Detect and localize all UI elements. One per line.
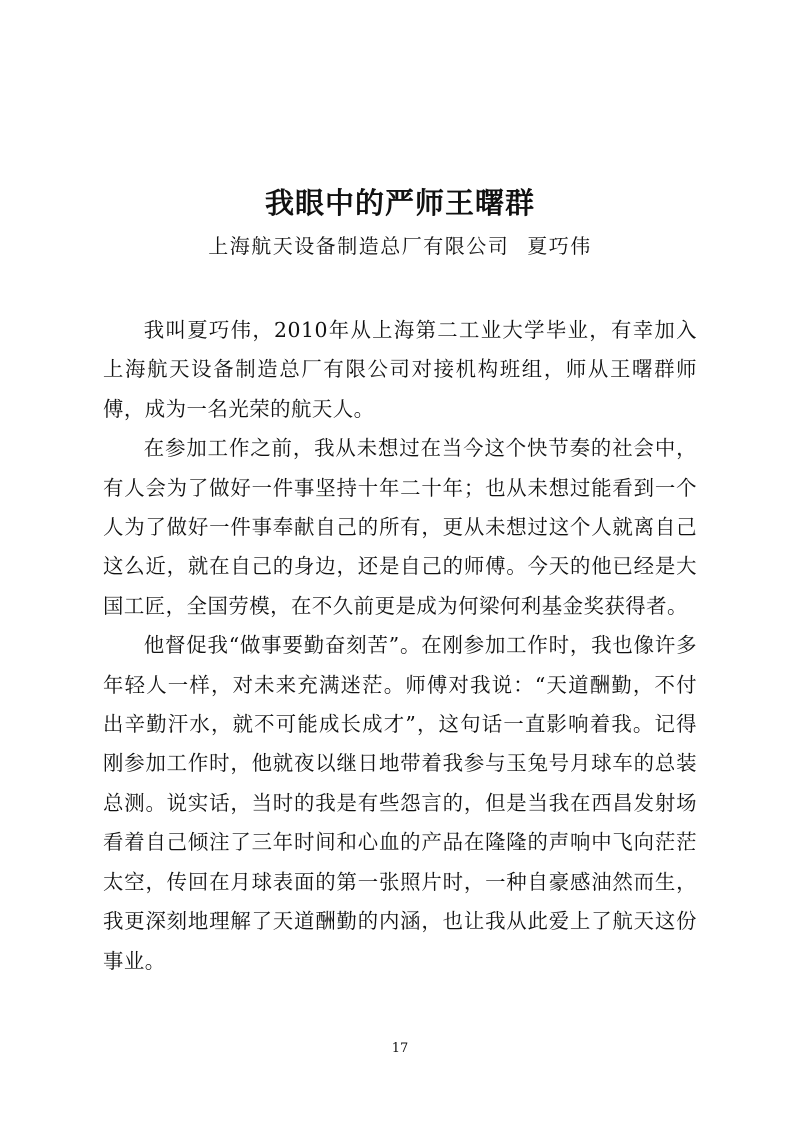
paragraph-diligence: 他督促我“做事要勤奋刻苦”。在刚参加工作时，我也像许多年轻人一样，对未来充满迷茫。师傅对我说：“天道酬勤，不付出辛勤汗水，就不可能成长成才”，这句话一直影响着我。记得刚参加工作时，他就夜以继日地带着我参与玉兔号月球车的总装总测。说实话，当时的我是有些怨言的，但是当我在西昌发射场看着自己倾注了三年时间和心血的产品在隆隆的声响中飞向茫茫太空，传回在月球表面的第一张照片时，一种自豪感油然而生，我更深刻地理解了天道酬勤的内涵，也让我从此爱上了航天这份事业。 [103,633,697,973]
author-organization: 上海航天设备制造总厂有限公司 [208,234,510,258]
page-number: 17 [391,1041,409,1056]
paragraph-intro: 我叫夏巧伟，2010年从上海第二工业大学毕业，有幸加入上海航天设备制造总厂有限公司对接机构班组，师从王曙群师傅，成为一名光荣的航天人。 [103,318,697,421]
byline [0,231,800,261]
paragraph-before-work: 在参加工作之前，我从未想过在当今这个快节奏的社会中，有人会为了做好一件事坚持十年二十年；也从未想过能看到一个人为了做好一件事奉献自己的所有，更从未想过这个人就离自己这么近，就在自己的身边，还是自己的师傅。今天的他已经是大国工匠，全国劳模，在不久前更是成为何梁何利基金奖获得者。 [103,436,697,618]
author-name: 夏巧伟 [527,234,592,258]
article-body [103,311,697,981]
page-title: 我眼中的严师王曙群 [264,186,535,220]
